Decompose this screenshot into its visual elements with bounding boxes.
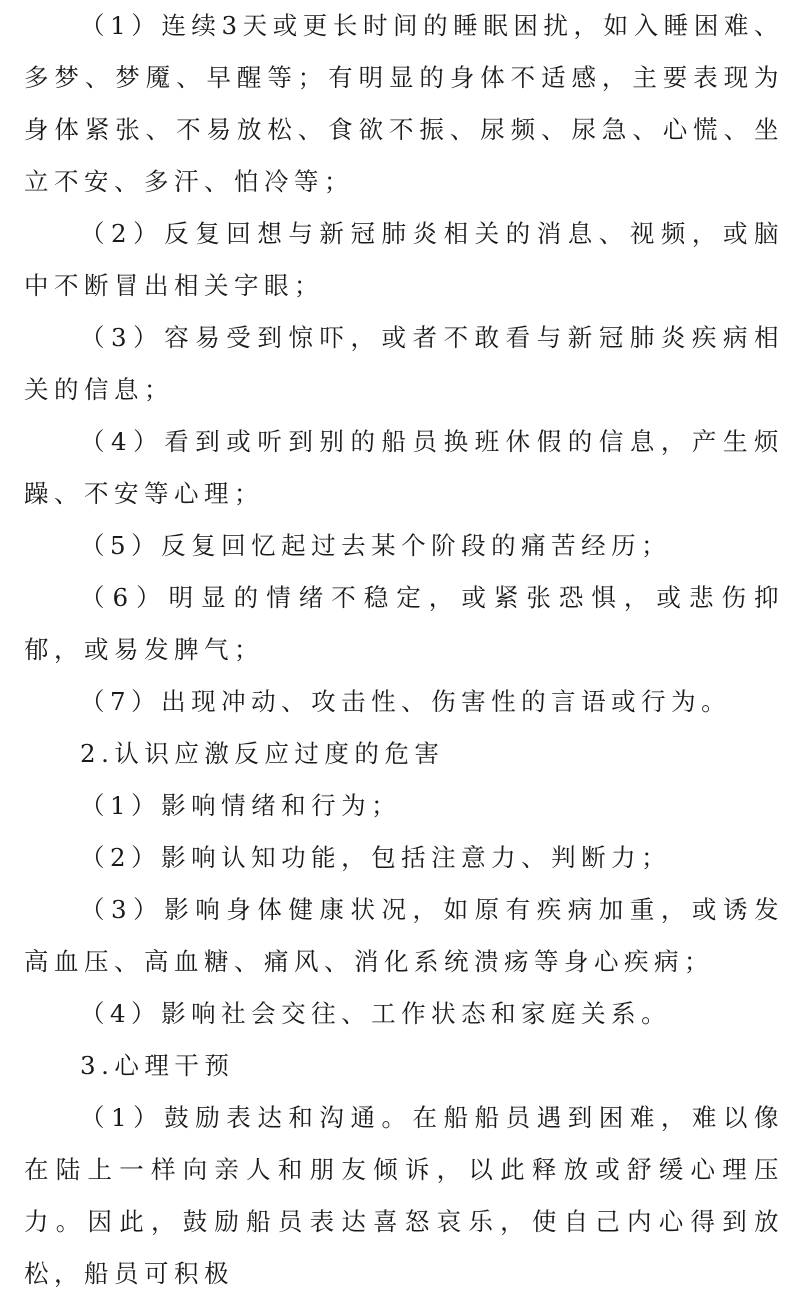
section-heading-harm: 2.认识应激反应过度的危害 xyxy=(80,739,445,768)
symptom-item-7: （7）出现冲动、攻击性、伤害性的言语或行为。 xyxy=(80,687,732,716)
harm-item-1: （1）影响情绪和行为； xyxy=(80,791,402,820)
symptom-item-5: （5）反复回忆起过去某个阶段的痛苦经历； xyxy=(80,531,672,560)
symptom-item-3: （3）容易受到惊吓，或者不敢看与新冠肺炎疾病相关的信息； xyxy=(24,323,784,404)
document-page xyxy=(24,0,784,1300)
symptom-item-2: （2）反复回想与新冠肺炎相关的消息、视频，或脑中不断冒出相关字眼； xyxy=(24,219,784,300)
harm-item-4: （4）影响社会交往、工作状态和家庭关系。 xyxy=(80,999,672,1028)
symptom-item-6: （6）明显的情绪不稳定，或紧张恐惧，或悲伤抑郁，或易发脾气； xyxy=(24,583,784,664)
symptom-item-4: （4）看到或听到别的船员换班休假的信息，产生烦躁、不安等心理； xyxy=(24,427,784,508)
harm-item-3: （3）影响身体健康状况，如原有疾病加重，或诱发高血压、高血糖、痛风、消化系统溃疡等身心疾病； xyxy=(24,895,784,976)
section-heading-intervention: 3.心理干预 xyxy=(80,1051,235,1080)
symptom-item-1: （1）连续3天或更长时间的睡眠困扰，如入睡困难、多梦、梦魇、早醒等；有明显的身体不适感，主要表现为身体紧张、不易放松、食欲不振、尿频、尿急、心慌、坐立不安、多汗、怕冷等； xyxy=(24,11,784,196)
harm-item-2: （2）影响认知功能，包括注意力、判断力； xyxy=(80,843,672,872)
intervention-item-1: （1）鼓励表达和沟通。在船船员遇到困难，难以像在陆上一样向亲人和朋友倾诉，以此释放或舒缓心理压力。因此，鼓励船员表达喜怒哀乐，使自己内心得到放松，船员可积极 xyxy=(24,1103,784,1288)
